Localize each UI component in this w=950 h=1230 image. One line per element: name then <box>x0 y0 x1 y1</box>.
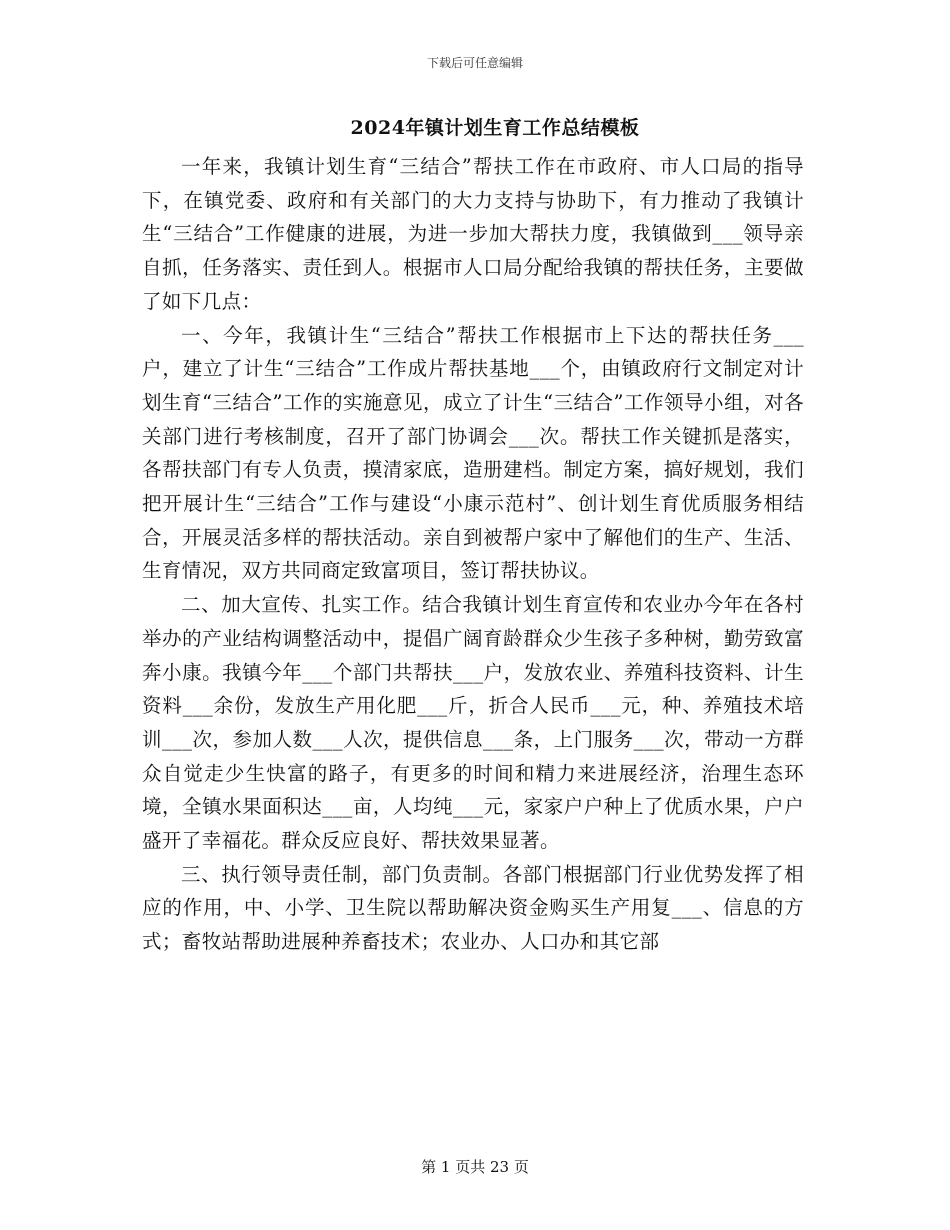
document-title: 2024年镇计划生育工作总结模板 <box>350 117 640 139</box>
body-paragraph-intro: 一年来，我镇计划生育“三结合”帮扶工作在市政府、市人口局的指导下，在镇党委、政府和有关部门的大力支持与协助下，有力推动了我镇计生“三结合”工作健康的进展，为进一步加大帮扶力度，我镇做到___领导亲自抓，任务落实、责任到人。根据市人口局分配给我镇的帮扶任务，主要做了如下几点： <box>142 155 804 313</box>
page-footer-number: 第 1 页共 23 页 <box>421 1158 529 1176</box>
page-header-note: 下载后可任意编辑 <box>426 56 523 70</box>
body-paragraph-section-3: 三、执行领导责任制，部门负责制。各部门根据部门行业优势发挥了相应的作用，中、小学、卫生院以帮助解决资金购买生产用复___、信息的方式；畜牧站帮助进展种养畜技术；农业办、人口办和其它部 <box>142 862 804 954</box>
body-paragraph-section-1: 一、今年，我镇计生“三结合”帮扶工作根据市上下达的帮扶任务___户，建立了计生“三结合”工作成片帮扶基地___个，由镇政府行文制定对计划生育“三结合”工作的实施意见，成立了计生“三结合”工作领导小组，对各关部门进行考核制度，召开了部门协调会___次。帮扶工作关键抓是落实，各帮扶部门有专人负责，摸清家底，造册建档。制定方案，搞好规划，我们把开展计生“三结合”工作与建设“小康示范村”、创计划生育优质服务相结合，开展灵活多样的帮扶活动。亲自到被帮户家中了解他们的生产、生活、生育情况，双方共同商定致富项目，签订帮扶协议。 <box>142 323 804 583</box>
body-paragraph-section-2: 二、加大宣传、扎实工作。结合我镇计划生育宣传和农业办今年在各村举办的产业结构调整活动中，提倡广阔育龄群众少生孩子多种树，勤劳致富奔小康。我镇今年___个部门共帮扶___户，发放农业、养殖科技资料、计生资料___余份，发放生产用化肥___斤，折合人民币___元，种、养殖技术培训___次，参加人数___人次，提供信息___条，上门服务___次，带动一方群众自觉走少生快富的路子，有更多的时间和精力来进展经济，治理生态环境，全镇水果面积达___亩，人均纯___元，家家户户种上了优质水果，户户盛开了幸福花。群众反应良好、帮扶效果显著。 <box>142 593 804 853</box>
document-body <box>142 150 804 959</box>
